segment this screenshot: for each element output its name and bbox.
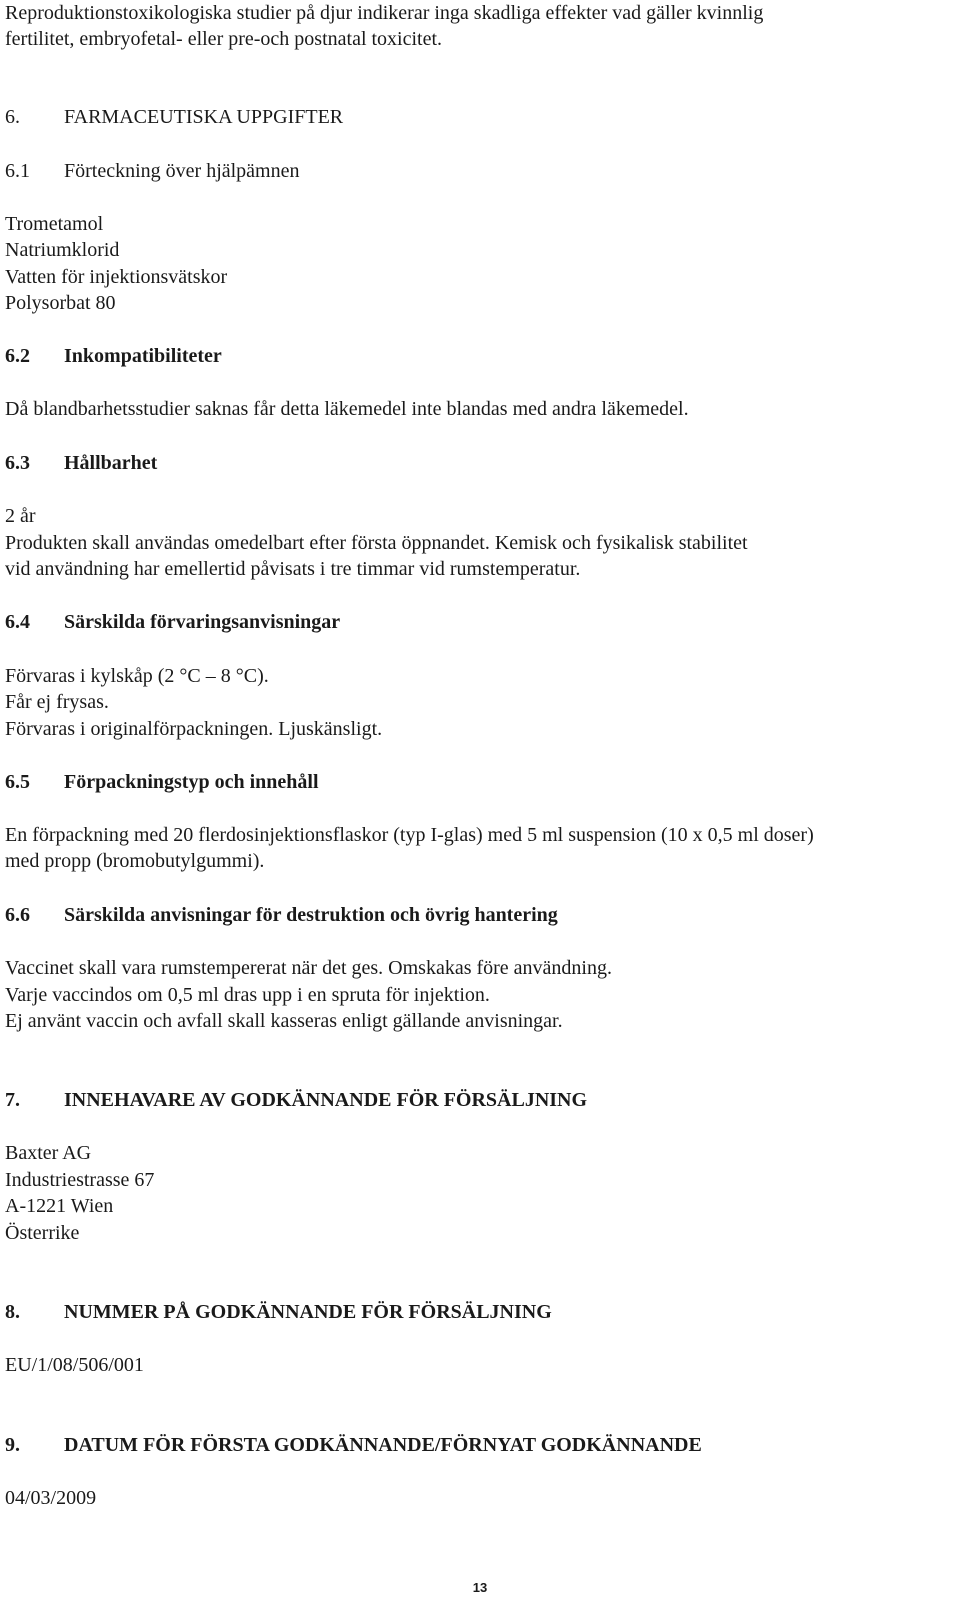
- storage-line: Förvaras i kylskåp (2 °C – 8 °C).: [5, 665, 269, 687]
- package-line: En förpackning med 20 flerdosinjektionsflaskor (typ I-glas) med 5 ml suspension (10 x 0,5 ml doser): [5, 824, 814, 846]
- section-title: FARMACEUTISKA UPPGIFTER: [64, 106, 344, 128]
- intro-line-1: Reproduktionstoxikologiska studier på djur indikerar inga skadliga effekter vad gäller kvinnlig: [5, 2, 764, 24]
- section-number: 6.3: [5, 452, 30, 474]
- section-title: Särskilda förvaringsanvisningar: [64, 611, 341, 633]
- section-title: Hållbarhet: [64, 452, 158, 474]
- authorisation-number: EU/1/08/506/001: [5, 1354, 144, 1376]
- holder-line: Industriestrasse 67: [5, 1169, 155, 1191]
- handling-line: Ej använt vaccin och avfall skall kasseras enligt gällande anvisningar.: [5, 1010, 563, 1032]
- shelf-life-line: Produkten skall användas omedelbart efter första öppnandet. Kemisk och fysikalisk stabilitet: [5, 532, 748, 554]
- section-title: DATUM FÖR FÖRSTA GODKÄNNANDE/FÖRNYAT GODKÄNNANDE: [64, 1434, 702, 1456]
- authorisation-date: 04/03/2009: [5, 1487, 97, 1509]
- section-number: 8.: [5, 1301, 20, 1323]
- section-title: Förteckning över hjälpämnen: [64, 160, 300, 182]
- holder-line: A-1221 Wien: [5, 1195, 114, 1217]
- handling-line: Vaccinet skall vara rumstempererat när det ges. Omskakas före användning.: [5, 957, 612, 979]
- incompatibility-text: Då blandbarhetsstudier saknas får detta läkemedel inte blandas med andra läkemedel.: [5, 398, 689, 420]
- section-number: 9.: [5, 1434, 20, 1456]
- holder-line: Österrike: [5, 1222, 80, 1244]
- excipient-item: Trometamol: [5, 213, 104, 235]
- section-title: INNEHAVARE AV GODKÄNNANDE FÖR FÖRSÄLJNING: [64, 1089, 588, 1111]
- section-title: NUMMER PÅ GODKÄNNANDE FÖR FÖRSÄLJNING: [64, 1301, 552, 1323]
- section-number: 7.: [5, 1089, 20, 1111]
- section-number: 6.1: [5, 160, 30, 182]
- section-title: Särskilda anvisningar för destruktion och övrig hantering: [64, 904, 558, 926]
- holder-line: Baxter AG: [5, 1142, 92, 1164]
- section-title: Inkompatibiliteter: [64, 345, 222, 367]
- excipient-item: Vatten för injektionsvätskor: [5, 266, 228, 288]
- storage-line: Förvaras i originalförpackningen. Ljuskänsligt.: [5, 718, 383, 740]
- section-number: 6.5: [5, 771, 30, 793]
- excipient-item: Natriumklorid: [5, 239, 120, 261]
- shelf-life-line: vid användning har emellertid påvisats i tre timmar vid rumstemperatur.: [5, 558, 581, 580]
- section-number: 6.6: [5, 904, 30, 926]
- section-number: 6.4: [5, 611, 30, 633]
- package-line: med propp (bromobutylgummi).: [5, 850, 265, 872]
- excipient-item: Polysorbat 80: [5, 292, 116, 314]
- storage-line: Får ej frysas.: [5, 691, 109, 713]
- intro-line-2: fertilitet, embryofetal- eller pre-och postnatal toxicitet.: [5, 28, 443, 50]
- page-number: 13: [472, 1580, 488, 1595]
- section-number: 6.: [5, 106, 20, 128]
- section-title: Förpackningstyp och innehåll: [64, 771, 319, 793]
- handling-line: Varje vaccindos om 0,5 ml dras upp i en spruta för injektion.: [5, 984, 490, 1006]
- shelf-life-line: 2 år: [5, 505, 36, 527]
- section-number: 6.2: [5, 345, 30, 367]
